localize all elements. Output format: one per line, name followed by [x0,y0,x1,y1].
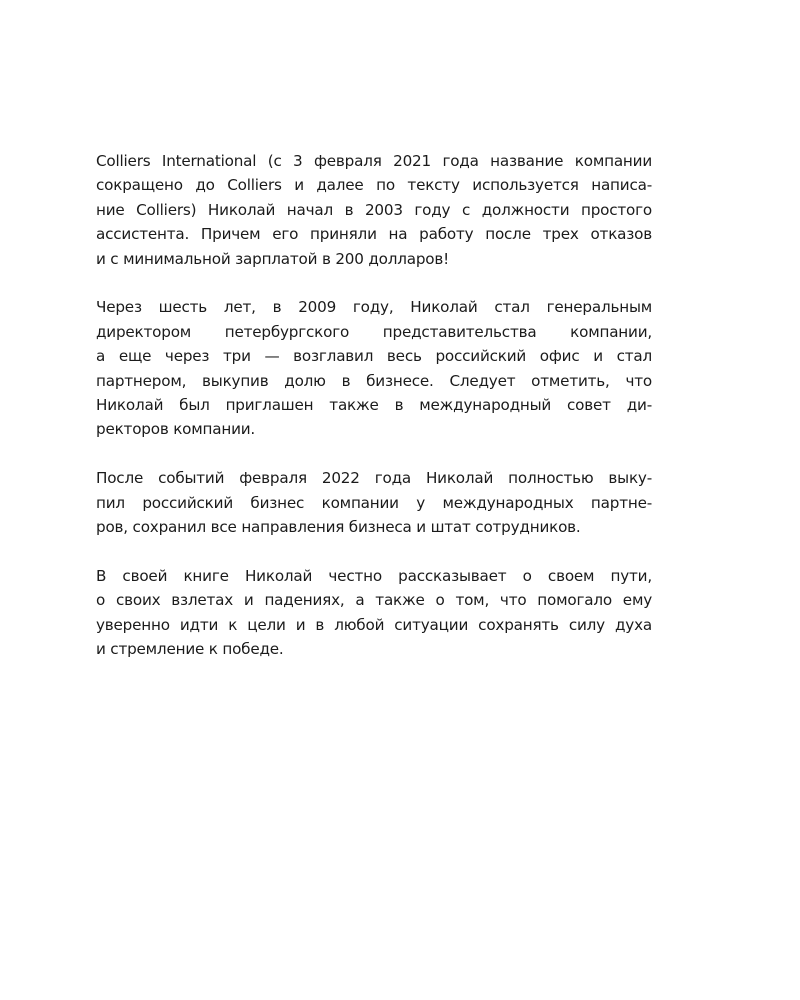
text-line: пил российский бизнес компании у международных партне- [96,493,652,512]
text-line: уверенно идти к цели и в любой ситуации сохранять силу духа [96,615,652,634]
body-text [96,149,652,686]
text-line: партнером, выкупив долю в бизнесе. Следует отметить, что [96,371,652,390]
text-line: сокращено до Colliers и далее по тексту используется написа- [96,176,652,195]
text-line: ние Colliers) Николай начал в 2003 году с должности простого [96,200,652,219]
text-line: директором петербургского представительства компании, [96,322,652,341]
text-line: ректоров компании. [96,420,256,439]
text-line: Colliers International (с 3 февраля 2021 года название компании [96,152,652,170]
text-line: ров, сохранил все направления бизнеса и штат сотрудников. [96,518,581,537]
paragraph-book-summary [96,564,652,662]
text-line: Николай был приглашен также в международный совет ди- [96,396,652,415]
text-line: о своих взлетах и падениях, а также о том, что помогало ему [96,591,652,610]
text-line: и с минимальной зарплатой в 200 долларов! [96,249,450,268]
paragraph-colliers-start [96,149,652,271]
text-line: а еще через три — возглавил весь российский офис и стал [96,347,652,366]
paragraph-career-growth [96,295,652,441]
paragraph-buyout [96,466,652,539]
text-line: В своей книге Николай честно рассказывает о своем пути, [96,566,652,585]
text-line: ассистента. Причем его приняли на работу после трех отказов [96,225,652,244]
text-line: После событий февраля 2022 года Николай полностью выку- [96,469,652,488]
text-line: и стремление к победе. [96,640,284,659]
text-line: Через шесть лет, в 2009 году, Николай стал генеральным [96,298,652,317]
